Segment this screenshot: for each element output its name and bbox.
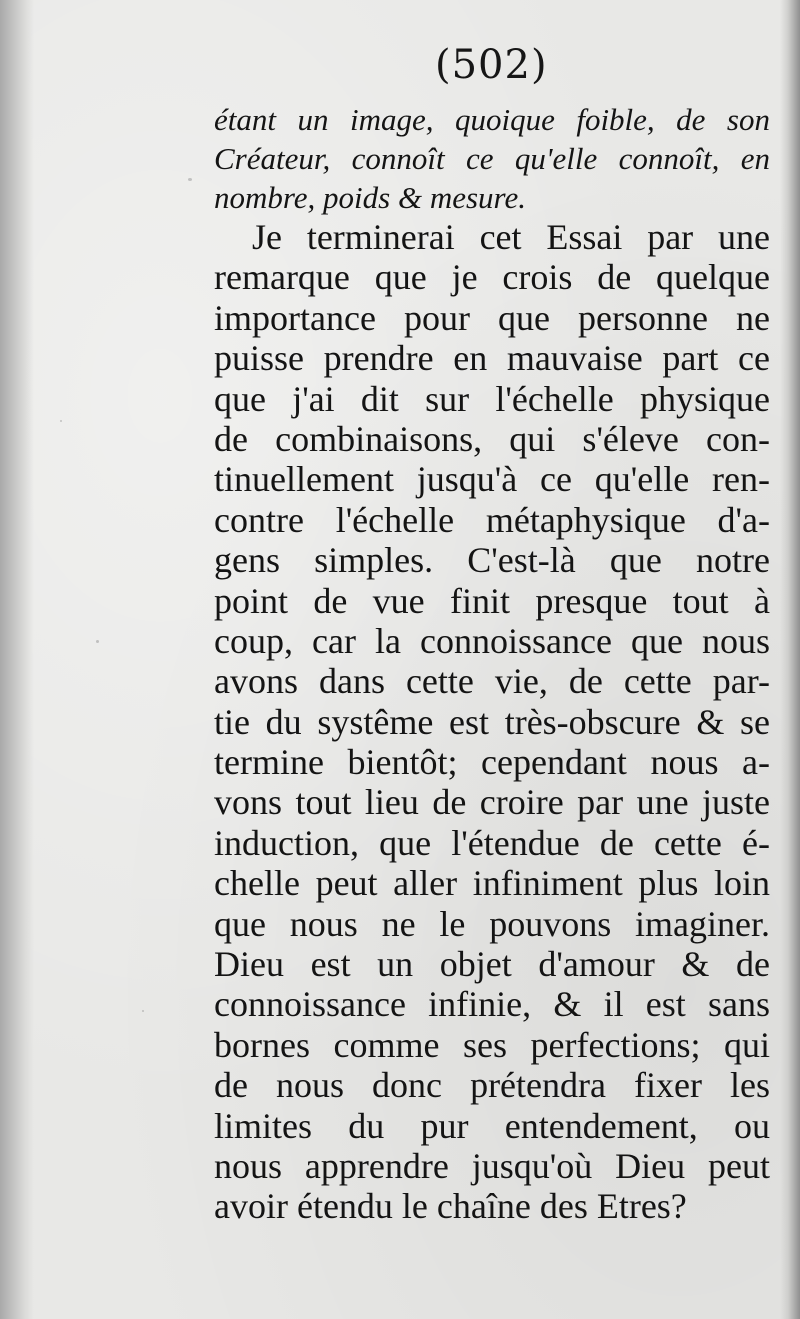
text-line: nous apprendre jusqu'où Dieu peut: [214, 1145, 770, 1186]
text-line: de combinaisons, qui s'éleve con-: [214, 418, 770, 459]
text-line: vons tout lieu de croire par une juste: [214, 782, 770, 823]
text-line: de nous donc prétendra fixer les: [214, 1065, 770, 1106]
gutter-shadow: [0, 0, 34, 1319]
text-line: bornes comme ses perfections; qui: [214, 1024, 770, 1065]
paper-speck: [188, 178, 192, 181]
text-line: que nous ne le pouvons imaginer.: [214, 903, 770, 944]
paper-speck: [96, 640, 99, 643]
paper-speck: [60, 420, 62, 422]
text-line: tie du systême est très-obscure & se: [214, 701, 770, 742]
text-line: induction, que l'étendue de cette é-: [214, 822, 770, 863]
text-line: avoir étendu le chaîne des Etres?: [214, 1186, 687, 1227]
body-text: [214, 100, 770, 1227]
text-line: chelle peut aller infiniment plus loin: [214, 863, 770, 904]
text-line: étant un image, quoique foible, de son: [214, 102, 770, 137]
text-line: point de vue finit presque tout à: [214, 580, 770, 621]
page-number: (502): [435, 42, 548, 88]
text-line: tinuellement jusqu'à ce qu'elle ren-: [214, 459, 770, 500]
page-edge: [780, 0, 800, 1319]
text-line: Créateur, connoît ce qu'elle connoît, en: [214, 141, 770, 176]
text-line: limites du pur entendement, ou: [214, 1105, 770, 1146]
text-line: Dieu est un objet d'amour & de: [214, 944, 770, 985]
text-line: contre l'échelle métaphysique d'a-: [214, 499, 770, 540]
paper-speck: [142, 1010, 144, 1012]
text-line: importance pour que personne ne: [214, 297, 770, 338]
text-line: nombre, poids & mesure.: [214, 180, 526, 215]
text-line: gens simples. C'est-là que notre: [214, 540, 770, 581]
text-line: puisse prendre en mauvaise part ce: [214, 338, 770, 379]
text-line: connoissance infinie, & il est sans: [214, 984, 770, 1025]
text-line: avons dans cette vie, de cette par-: [214, 661, 770, 702]
text-line: termine bientôt; cependant nous a-: [214, 742, 770, 783]
text-line: que j'ai dit sur l'échelle physique: [214, 378, 770, 419]
text-line: coup, car la connoissance que nous: [214, 620, 770, 661]
text-line: remarque que je crois de quelque: [214, 257, 770, 298]
paragraph-first-line: Je terminerai cet Essai par une: [252, 217, 770, 257]
